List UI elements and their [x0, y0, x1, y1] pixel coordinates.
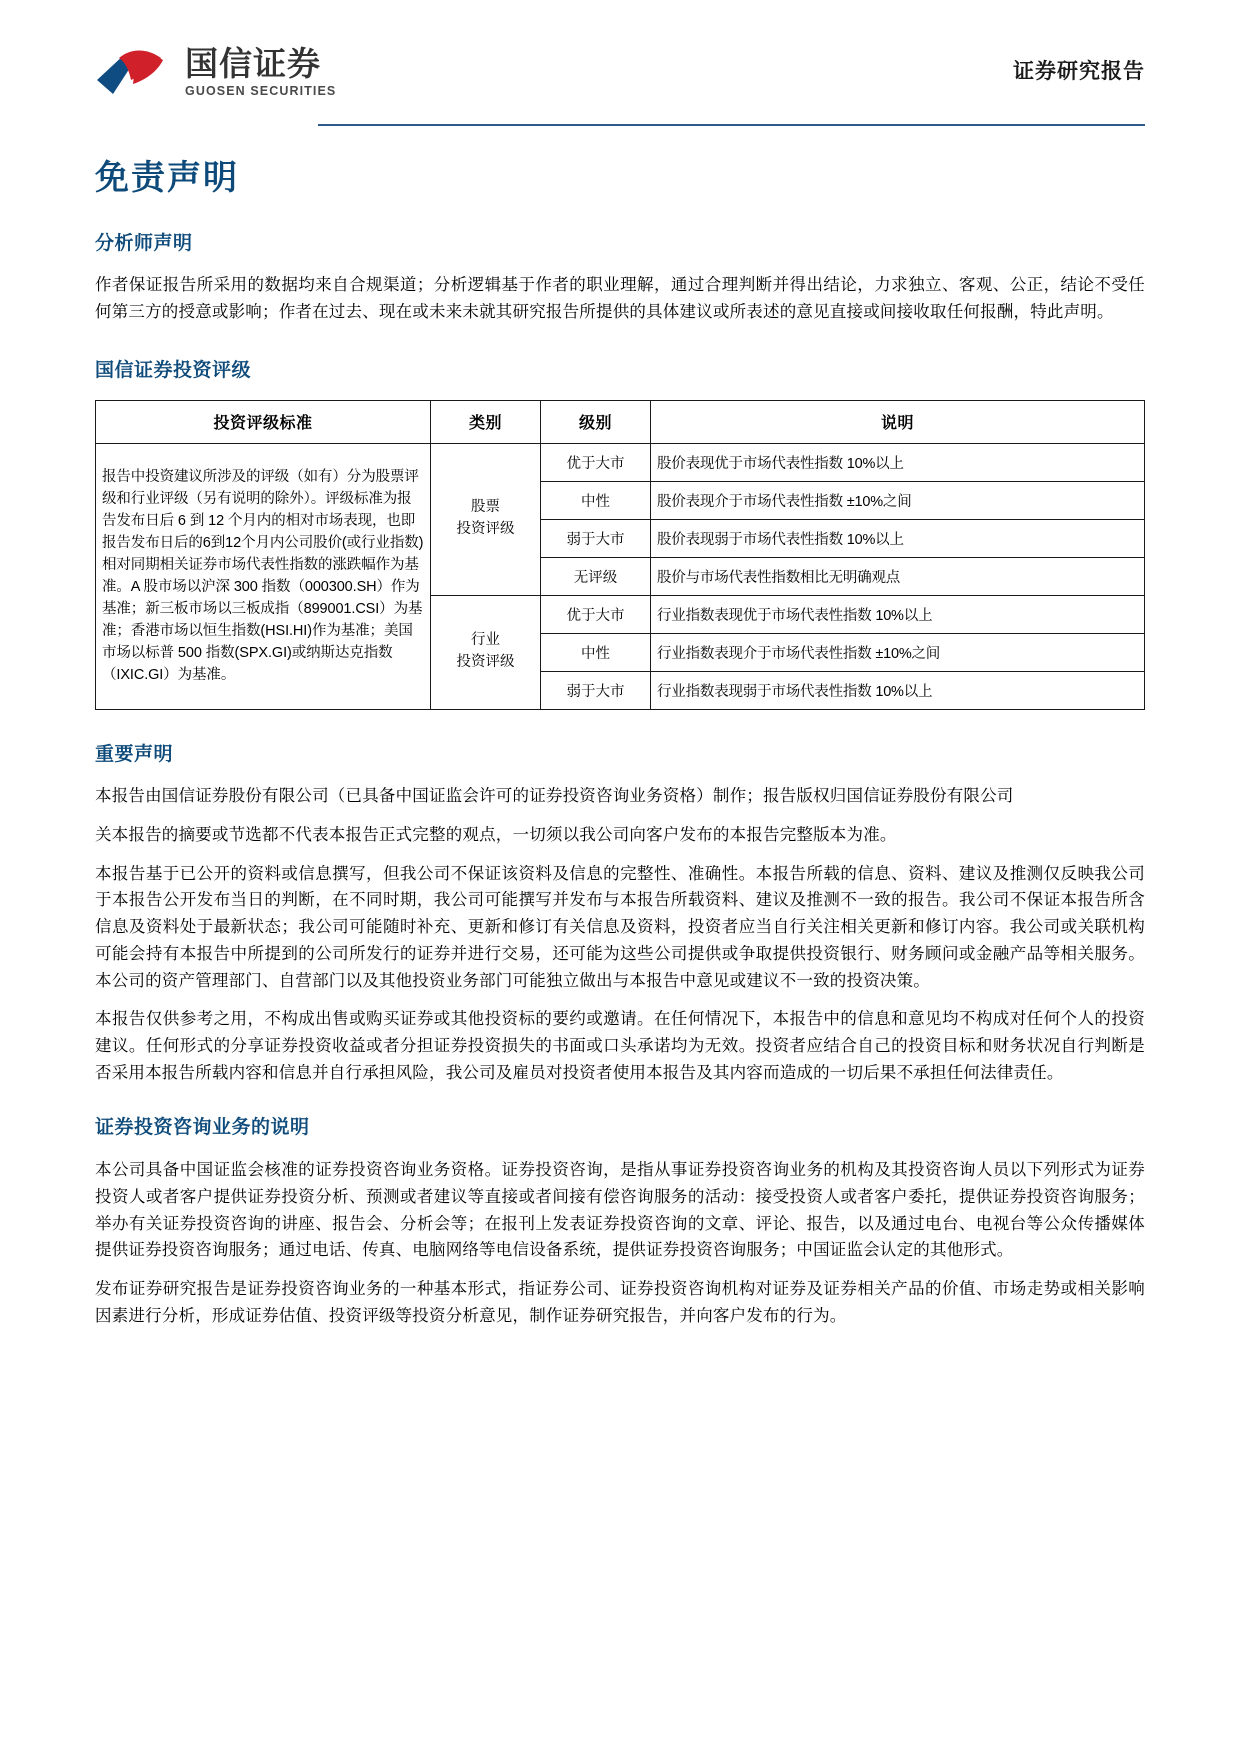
cell-level: 中性 — [541, 481, 651, 519]
advisory-paragraph-1: 本公司具备中国证监会核准的证券投资咨询业务资格。证券投资咨询，是指从事证券投资咨询业务的机构及其投资咨询人员以下列形式为证券投资人或者客户提供证券投资分析、预测或者建议等直接或者间接有偿咨询服务的活动：接受投资人或者客户委托，提供证券投资咨询服务；举办有关证券投资咨询的讲座、报告会、分析会等；在报刊上发表证券投资咨询的文章、评论、报告，以及通过电台、电视台等公众传播媒体提供证券投资咨询服务；通过电话、传真、电脑网络等电信设备系统，提供证券投资咨询服务；中国证监会认定的其他形式。 — [95, 1161, 1145, 1260]
report-type-label: 证券研究报告 — [1013, 60, 1145, 83]
section-title-analyst: 分析师声明 — [95, 232, 193, 254]
kind-stock-line1: 股票 — [471, 499, 500, 516]
section-title-rating: 国信证券投资评级 — [95, 359, 252, 381]
cell-kind-stock — [431, 443, 541, 595]
important-paragraph-1: 本报告由国信证券股份有限公司（已具备中国证监会许可的证券投资咨询业务资格）制作；报告版权归国信证券股份有限公司 — [95, 787, 1014, 806]
cell-level: 无评级 — [541, 557, 651, 595]
section-title-important: 重要声明 — [95, 743, 174, 765]
page-header — [95, 0, 1145, 98]
cell-level: 优于大市 — [541, 595, 651, 633]
table-header-row — [96, 400, 1145, 443]
important-paragraph-2: 关本报告的摘要或节选都不代表本报告正式完整的观点，一切须以我公司向客户发布的本报告完整版本为准。 — [95, 826, 897, 845]
kind-industry-line2: 投资评级 — [456, 654, 515, 671]
cell-description: 股价表现优于市场代表性指数 10%以上 — [651, 443, 1145, 481]
cell-level: 优于大市 — [541, 443, 651, 481]
cell-description: 股价表现弱于市场代表性指数 10%以上 — [651, 519, 1145, 557]
guosen-logo-icon — [95, 46, 169, 98]
section-title-advisory: 证券投资咨询业务的说明 — [95, 1117, 310, 1139]
brand-name-cn: 国信证券 — [185, 43, 321, 83]
header-divider — [318, 124, 1145, 126]
important-paragraph-4: 本报告仅供参考之用，不构成出售或购买证券或其他投资标的要约或邀请。在任何情况下，本报告中的信息和意见均不构成对任何个人的投资建议。任何形式的分享证券投资收益或者分担证券投资损失的书面或口头承诺均为无效。投资者应结合自己的投资目标和财务状况自行判断是否采用本报告所载内容和信息并自行承担风险，我公司及雇员对投资者使用本报告及其内容而造成的一切后果不承担任何法律责任。 — [95, 1010, 1145, 1082]
cell-description: 行业指数表现优于市场代表性指数 10%以上 — [651, 595, 1145, 633]
th-description: 说明 — [651, 400, 1145, 443]
brand-text — [185, 43, 337, 98]
kind-industry-line1: 行业 — [471, 632, 500, 649]
analyst-paragraph: 作者保证报告所采用的数据均来自合规渠道；分析逻辑基于作者的职业理解，通过合理判断并得出结论，力求独立、客观、公正，结论不受任何第三方的授意或影响；作者在过去、现在或未来未就其研究报告所提供的具体建议或所表述的意见直接或间接收取任何报酬，特此声明。 — [95, 276, 1145, 322]
brand-name-en: GUOSEN SECURITIES — [185, 83, 337, 98]
investment-rating-table — [95, 400, 1145, 710]
cell-criteria-text: 报告中投资建议所涉及的评级（如有）分为股票评级和行业评级（另有说明的除外）。评级标准为报告发布日后 6 到 12 个月内的相对市场表现，也即报告发布日后的6到12个月内公司股价(或行业指数)相对同期相关证券市场代表性指数的涨跌幅作为基准。A 股市场以沪深 300 指数（000300.SH）作为基准；新三板市场以三板成指（899001.CSI）为基准；香港市场以恒生指数(HSI.HI)作为基准；美国市场以标普 500 指数(SPX.GI)或纳斯达克指数（IXIC.GI）为基准。 — [96, 443, 431, 709]
th-level: 级别 — [541, 400, 651, 443]
table-row — [96, 443, 1145, 481]
cell-description: 股价与市场代表性指数相比无明确观点 — [651, 557, 1145, 595]
advisory-paragraph-2: 发布证券研究报告是证券投资咨询业务的一种基本形式，指证券公司、证券投资咨询机构对证券及证券相关产品的价值、市场走势或相关影响因素进行分析，形成证券估值、投资评级等投资分析意见，制作证券研究报告，并向客户发布的行为。 — [95, 1280, 1145, 1325]
company-logo — [95, 43, 337, 98]
cell-description: 行业指数表现弱于市场代表性指数 10%以上 — [651, 671, 1145, 709]
th-kind: 类别 — [431, 400, 541, 443]
cell-description: 行业指数表现介于市场代表性指数 ±10%之间 — [651, 633, 1145, 671]
cell-kind-industry — [431, 595, 541, 709]
cell-level: 弱于大市 — [541, 519, 651, 557]
page-title: 免责声明 — [95, 159, 239, 197]
important-paragraph-3: 本报告基于已公开的资料或信息撰写，但我公司不保证该资料及信息的完整性、准确性。本报告所载的信息、资料、建议及推测仅反映我公司于本报告公开发布当日的判断，在不同时期，我公司可能撰写并发布与本报告所载资料、建议及推测不一致的报告。我公司不保证本报告所含信息及资料处于最新状态；我公司可能随时补充、更新和修订有关信息及资料，投资者应当自行关注相关更新和修订内容。我公司或关联机构可能会持有本报告中所提到的公司所发行的证券并进行交易，还可能为这些公司提供或争取提供投资银行、财务顾问或金融产品等相关服务。本公司的资产管理部门、自营部门以及其他投资业务部门可能独立做出与本报告中意见或建议不一致的投资决策。 — [95, 864, 1145, 990]
cell-description: 股价表现介于市场代表性指数 ±10%之间 — [651, 481, 1145, 519]
cell-level: 弱于大市 — [541, 671, 651, 709]
th-criteria: 投资评级标准 — [96, 400, 431, 443]
kind-stock-line2: 投资评级 — [456, 521, 515, 538]
cell-level: 中性 — [541, 633, 651, 671]
